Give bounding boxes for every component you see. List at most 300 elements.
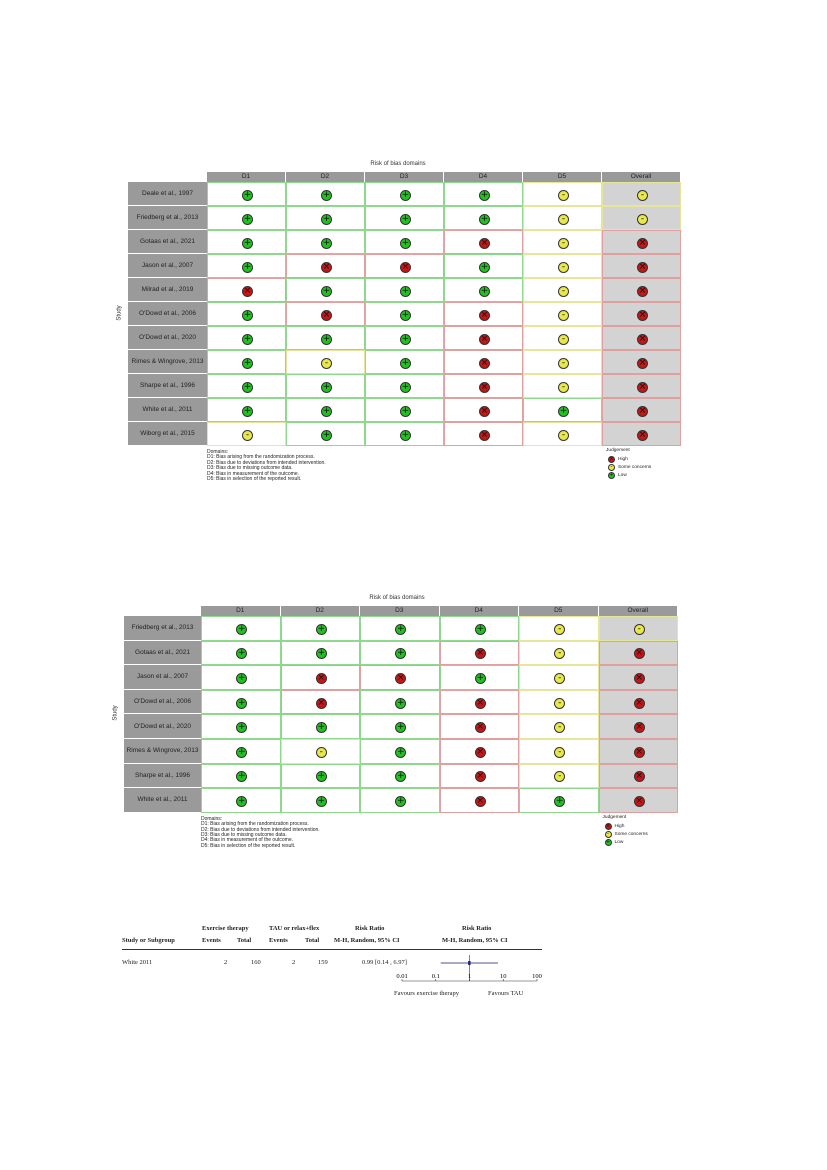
header-risk-ratio-2: Risk Ratio [462, 925, 492, 932]
rob-cell [440, 690, 520, 715]
domain-line: Domains: [207, 449, 229, 455]
rob-cell [602, 278, 681, 302]
rob-cell [602, 422, 681, 446]
rob-cell [207, 398, 286, 422]
rob-cell [286, 182, 365, 206]
header-total-2: Total [305, 937, 320, 944]
rob-cell [599, 788, 679, 813]
judgement-some-icon: - [558, 190, 569, 201]
rob-cell [602, 230, 681, 254]
rob-cell [444, 182, 523, 206]
judgement-low-icon: + [237, 722, 246, 733]
rob-cell [207, 206, 286, 230]
judgement-low-icon: + [322, 237, 331, 248]
rob-cell [281, 739, 361, 764]
study-name: White 2011 [122, 959, 153, 966]
legend-item [606, 464, 651, 472]
column-header-d2: D2 [281, 606, 361, 616]
judgement-low-icon: + [401, 381, 410, 392]
judgement-low-icon: + [237, 648, 246, 659]
study-label: Jason et al., 2007 [128, 254, 207, 278]
x-tick-label: 1 [467, 973, 472, 980]
judgement-some-icon: - [558, 214, 569, 225]
judgement-low-icon: + [237, 795, 246, 806]
x-ticks [396, 973, 542, 981]
legend-item [603, 839, 648, 847]
rob-cell [286, 326, 365, 350]
judgement-high-icon: × [635, 746, 644, 757]
rob-cell [207, 302, 286, 326]
judgement-high-icon: × [638, 381, 647, 392]
judgement-high-icon: × [476, 722, 485, 733]
rob-cell [444, 278, 523, 302]
judgement-low-icon: + [396, 746, 405, 757]
judgement-high-icon: × [317, 697, 326, 708]
rob-cell [360, 665, 440, 690]
rob-cell [360, 714, 440, 739]
judgement-low-icon: + [480, 285, 489, 296]
judgement-legend [603, 815, 648, 847]
rob-cell [519, 788, 599, 813]
total-1: 160 [251, 959, 261, 966]
judgement-some-icon: - [558, 238, 569, 249]
rob-cell [365, 302, 444, 326]
study-label: Gotaas et al., 2021 [128, 230, 207, 254]
column-header-d3: D3 [365, 172, 444, 182]
judgement-high-icon: × [480, 237, 489, 248]
judgement-some-icon: - [558, 286, 569, 297]
rob-cell [360, 641, 440, 666]
header-study: Study or Subgroup [122, 937, 175, 944]
judgement-low-icon: + [237, 746, 246, 757]
legend-low-icon: + [605, 838, 611, 845]
judgement-high-icon: × [638, 429, 647, 440]
judgement-some-icon: - [558, 262, 569, 273]
judgement-high-icon: × [638, 237, 647, 248]
rob-cell [519, 764, 599, 789]
study-label: O'Dowd et al., 2006 [124, 690, 201, 715]
judgement-high-icon: × [480, 405, 489, 416]
rob-cell [201, 690, 281, 715]
judgement-high-icon: × [317, 672, 326, 683]
judgement-low-icon: + [401, 333, 410, 344]
judgement-some-icon: - [558, 430, 569, 441]
rob-cell [602, 398, 681, 422]
judgement-low-icon: + [243, 309, 252, 320]
judgement-low-icon: + [322, 405, 331, 416]
rob-cell [523, 254, 602, 278]
judgement-low-icon: + [480, 189, 489, 200]
rob-cell [207, 254, 286, 278]
rob-cell [365, 254, 444, 278]
judgement-high-icon: × [635, 697, 644, 708]
legend-some-icon: - [605, 831, 612, 838]
judgement-low-icon: + [396, 623, 405, 634]
favours-right: Favours TAU [488, 990, 524, 997]
judgement-low-icon: + [317, 722, 326, 733]
rob-cell [602, 206, 681, 230]
x-tick-label: 100 [532, 973, 542, 980]
legend-item [603, 823, 648, 831]
judgement-some-icon: - [242, 430, 253, 441]
header-exercise-therapy: Exercise therapy [202, 925, 249, 932]
domain-line: D1: Bias arising from the randomization process. [201, 821, 309, 828]
x-tick-label: 0.1 [431, 973, 440, 980]
rob-cell [360, 739, 440, 764]
judgement-low-icon: + [322, 333, 331, 344]
study-label: Deale et al., 1997 [128, 182, 207, 206]
judgement-some-icon: - [321, 358, 332, 369]
judgement-high-icon: × [638, 285, 647, 296]
judgement-high-icon: × [638, 333, 647, 344]
rob-cell [519, 641, 599, 666]
judgement-high-icon: × [322, 261, 331, 272]
judgement-high-icon: × [401, 261, 410, 272]
header-events-1: Events [202, 937, 221, 944]
judgement-low-icon: + [476, 672, 485, 683]
judgement-low-icon: + [480, 213, 489, 224]
rob-cell [440, 739, 520, 764]
risk-of-bias-figure-2 [114, 594, 680, 864]
judgement-low-icon: + [322, 381, 331, 392]
legend-title: Judgement [602, 814, 627, 820]
risk-of-bias-figure-1 [118, 160, 678, 490]
judgement-some-icon: - [554, 722, 565, 733]
judgement-some-icon: - [316, 747, 327, 758]
rob-cell [444, 326, 523, 350]
study-label: Jason et al., 2007 [124, 665, 201, 690]
judgement-high-icon: × [635, 795, 644, 806]
rob-cell [360, 690, 440, 715]
legend-item [603, 831, 648, 839]
judgement-low-icon: + [317, 795, 326, 806]
legend-some-icon: - [608, 464, 615, 471]
rob-cell [207, 350, 286, 374]
risk-ratio-ci: 0.99 [0.14 , 6.97] [362, 959, 407, 966]
header-events-2: Events [269, 937, 288, 944]
legend-label: Some concerns [614, 831, 648, 837]
judgement-low-icon: + [559, 405, 568, 416]
judgement-low-icon: + [396, 795, 405, 806]
column-header-overall: Overall [599, 606, 679, 616]
judgement-low-icon: + [401, 213, 410, 224]
judgement-low-icon: + [237, 623, 246, 634]
judgement-some-icon: - [637, 214, 648, 225]
header-risk-ratio-1: Risk Ratio [355, 925, 385, 932]
judgement-low-icon: + [396, 722, 405, 733]
events-1: 2 [224, 959, 228, 966]
rob-cell [201, 616, 281, 641]
header-method-1: M-H, Random, 95% CI [334, 937, 400, 944]
judgement-low-icon: + [243, 213, 252, 224]
header-method-2: M-H, Random, 95% CI [442, 937, 508, 944]
rob-cell [365, 230, 444, 254]
rob-cell [281, 641, 361, 666]
rob-cell [365, 422, 444, 446]
legend-label: High [614, 823, 625, 829]
rob-cell [286, 206, 365, 230]
rob-cell [444, 302, 523, 326]
judgement-high-icon: × [635, 672, 644, 683]
judgement-low-icon: + [401, 309, 410, 320]
domain-line: D5: Bias in selection of the reported result. [207, 476, 302, 483]
judgement-high-icon: × [476, 795, 485, 806]
judgement-high-icon: × [476, 746, 485, 757]
legend-low-icon: + [609, 472, 614, 478]
x-tick-label: 0.01 [396, 973, 408, 980]
judgement-low-icon: + [237, 771, 246, 782]
rob-cell [207, 230, 286, 254]
judgement-some-icon: - [558, 358, 569, 369]
rob-cell [365, 182, 444, 206]
study-label: Wiborg et al., 2015 [128, 422, 207, 446]
judgement-low-icon: + [322, 429, 331, 440]
judgement-high-icon: × [476, 771, 485, 782]
rob-cell [201, 665, 281, 690]
rob-cell [360, 764, 440, 789]
judgement-high-icon: × [635, 722, 644, 733]
column-header-d4: D4 [444, 172, 523, 182]
judgement-some-icon: - [558, 334, 569, 345]
legend-item [606, 456, 651, 464]
rob-cell [523, 278, 602, 302]
domains-legend [201, 817, 320, 849]
rob-cell [207, 422, 286, 446]
legend-item [606, 472, 651, 480]
judgement-some-icon: - [554, 673, 565, 684]
judgement-low-icon: + [317, 771, 326, 782]
rob-cell [360, 788, 440, 813]
legend-label: Low [614, 839, 624, 845]
judgement-high-icon: × [635, 771, 644, 782]
rob-cell [444, 374, 523, 398]
rob-cell [286, 350, 365, 374]
judgement-some-icon: - [554, 624, 565, 635]
favours-left: Favours exercise therapy [394, 990, 459, 997]
judgement-some-icon: - [558, 382, 569, 393]
domain-line: Domains: [201, 815, 223, 822]
x-tick-label: 10 [500, 973, 507, 980]
rob-cell [519, 665, 599, 690]
study-axis-label: Study [116, 305, 123, 321]
rob-cell [281, 788, 361, 813]
forest-plot [122, 925, 542, 1005]
judgement-high-icon: × [476, 697, 485, 708]
rob-cell [523, 422, 602, 446]
rob-cell [207, 278, 286, 302]
judgement-low-icon: + [555, 795, 564, 806]
rob-cell [207, 326, 286, 350]
rob-cell [281, 616, 361, 641]
column-header-d5: D5 [519, 606, 599, 616]
domain-line: D4: Bias in measurement of the outcome. [207, 470, 299, 477]
judgement-low-icon: + [401, 237, 410, 248]
rob-cell [602, 302, 681, 326]
legend-label: High [618, 457, 628, 462]
header-total-1: Total [237, 937, 252, 944]
domain-line: D2: Bias due to deviations from intended intervention. [207, 459, 326, 466]
rob-cell [286, 398, 365, 422]
judgement-high-icon: × [480, 381, 489, 392]
study-label: White et al., 2011 [124, 788, 201, 813]
rob-cell [599, 739, 679, 764]
study-label: Friedberg et al., 2013 [128, 206, 207, 230]
study-axis-label: Study [112, 705, 119, 722]
study-label: Rimes & Wingrove, 2013 [128, 350, 207, 374]
legend-title: Judgement [606, 448, 630, 453]
judgement-some-icon: - [637, 190, 648, 201]
judgement-low-icon: + [317, 648, 326, 659]
study-label: White et al., 2011 [128, 398, 207, 422]
rob-cell [444, 422, 523, 446]
judgement-high-icon: × [480, 429, 489, 440]
rob-cell [281, 665, 361, 690]
judgement-low-icon: + [237, 672, 246, 683]
rob-cell [602, 182, 681, 206]
rob-cell [201, 764, 281, 789]
domain-line: D3: Bias due to missing outcome data. [207, 465, 293, 472]
judgement-high-icon: × [638, 261, 647, 272]
judgement-high-icon: × [638, 405, 647, 416]
judgement-high-icon: × [322, 309, 331, 320]
rob-cell [201, 739, 281, 764]
judgement-low-icon: + [396, 697, 405, 708]
rob-cell [523, 206, 602, 230]
rob-cell [286, 254, 365, 278]
rob-cell [519, 616, 599, 641]
rob-cell [286, 374, 365, 398]
domain-line: D4: Bias in measurement of the outcome. [201, 837, 293, 844]
judgement-high-icon: × [476, 648, 485, 659]
judgement-low-icon: + [243, 357, 252, 368]
judgement-high-icon: × [638, 357, 647, 368]
judgement-high-icon: × [243, 285, 252, 296]
judgement-some-icon: - [554, 698, 565, 709]
judgement-high-icon: × [480, 333, 489, 344]
rob-cell [440, 616, 520, 641]
rob-cell [523, 326, 602, 350]
rob-cell [599, 665, 679, 690]
study-label: Gotaas et al., 2021 [124, 641, 201, 666]
judgement-low-icon: + [401, 405, 410, 416]
rob-cell [602, 350, 681, 374]
rob-cell [519, 690, 599, 715]
domain-line: D2: Bias due to deviations from intended intervention. [201, 826, 320, 833]
rob-cell [602, 254, 681, 278]
judgement-low-icon: + [401, 429, 410, 440]
judgement-low-icon: + [322, 189, 331, 200]
column-header-d1: D1 [201, 606, 281, 616]
column-header-overall: Overall [602, 172, 681, 182]
rob-cell [281, 764, 361, 789]
study-label: O'Dowd et al., 2020 [124, 714, 201, 739]
rob-cell [281, 714, 361, 739]
column-header-d1: D1 [207, 172, 286, 182]
rob-cell [599, 690, 679, 715]
header-tau: TAU or relax+flex [269, 925, 320, 932]
rob-cell [523, 350, 602, 374]
rob-cell [365, 398, 444, 422]
judgement-low-icon: + [401, 285, 410, 296]
rob-cell [365, 326, 444, 350]
rob-cell [599, 641, 679, 666]
judgement-low-icon: + [401, 189, 410, 200]
judgement-low-icon: + [237, 697, 246, 708]
domain-line: D5: Bias in selection of the reported result. [201, 842, 296, 849]
rob-cell [523, 374, 602, 398]
domain-line: D3: Bias due to missing outcome data. [201, 832, 287, 839]
legend-label: Low [618, 473, 627, 478]
rob-cell [207, 374, 286, 398]
rob-cell [444, 254, 523, 278]
rob-cell [365, 374, 444, 398]
column-header-d4: D4 [440, 606, 520, 616]
rob-cell [365, 206, 444, 230]
judgement-some-icon: - [554, 648, 565, 659]
rob-title: Risk of bias domains [369, 595, 425, 601]
column-header-d3: D3 [360, 606, 440, 616]
judgement-legend [606, 448, 651, 480]
rob-cell [286, 422, 365, 446]
rob-cell [599, 616, 679, 641]
rob-cell [201, 714, 281, 739]
rob-cell [440, 714, 520, 739]
rob-cell [360, 616, 440, 641]
rob-cell [602, 326, 681, 350]
rob-cell [444, 398, 523, 422]
judgement-low-icon: + [243, 261, 252, 272]
column-header-d2: D2 [286, 172, 365, 182]
study-label: Friedberg et al., 2013 [124, 616, 201, 641]
rob-cell [281, 690, 361, 715]
judgement-low-icon: + [322, 285, 331, 296]
rob-cell [519, 714, 599, 739]
judgement-high-icon: × [396, 672, 405, 683]
rob-cell [599, 714, 679, 739]
rob-cell [599, 764, 679, 789]
judgement-high-icon: × [480, 309, 489, 320]
study-label: Milrad et al., 2019 [128, 278, 207, 302]
rob-cell [207, 182, 286, 206]
judgement-high-icon: × [480, 357, 489, 368]
judgement-low-icon: + [396, 771, 405, 782]
rob-cell [602, 374, 681, 398]
rob-cell [523, 230, 602, 254]
rob-cell [440, 641, 520, 666]
judgement-low-icon: + [243, 405, 252, 416]
study-label: Rimes & Wingrove, 2013 [124, 739, 201, 764]
judgement-low-icon: + [243, 189, 252, 200]
events-2: 2 [292, 959, 296, 966]
legend-high-icon: × [609, 456, 614, 462]
rob-cell [523, 302, 602, 326]
judgement-low-icon: + [476, 623, 485, 634]
study-label: Sharpe et al., 1996 [128, 374, 207, 398]
rob-cell [286, 302, 365, 326]
rob-cell [201, 788, 281, 813]
judgement-high-icon: × [638, 309, 647, 320]
judgement-low-icon: + [480, 261, 489, 272]
judgement-low-icon: + [243, 237, 252, 248]
judgement-some-icon: - [554, 747, 565, 758]
rob-cell [440, 665, 520, 690]
rob-cell [523, 398, 602, 422]
rob-cell [365, 350, 444, 374]
study-label: O'Dowd et al., 2020 [128, 326, 207, 350]
rob-cell [286, 230, 365, 254]
judgement-low-icon: + [317, 623, 326, 634]
rob-cell [444, 206, 523, 230]
